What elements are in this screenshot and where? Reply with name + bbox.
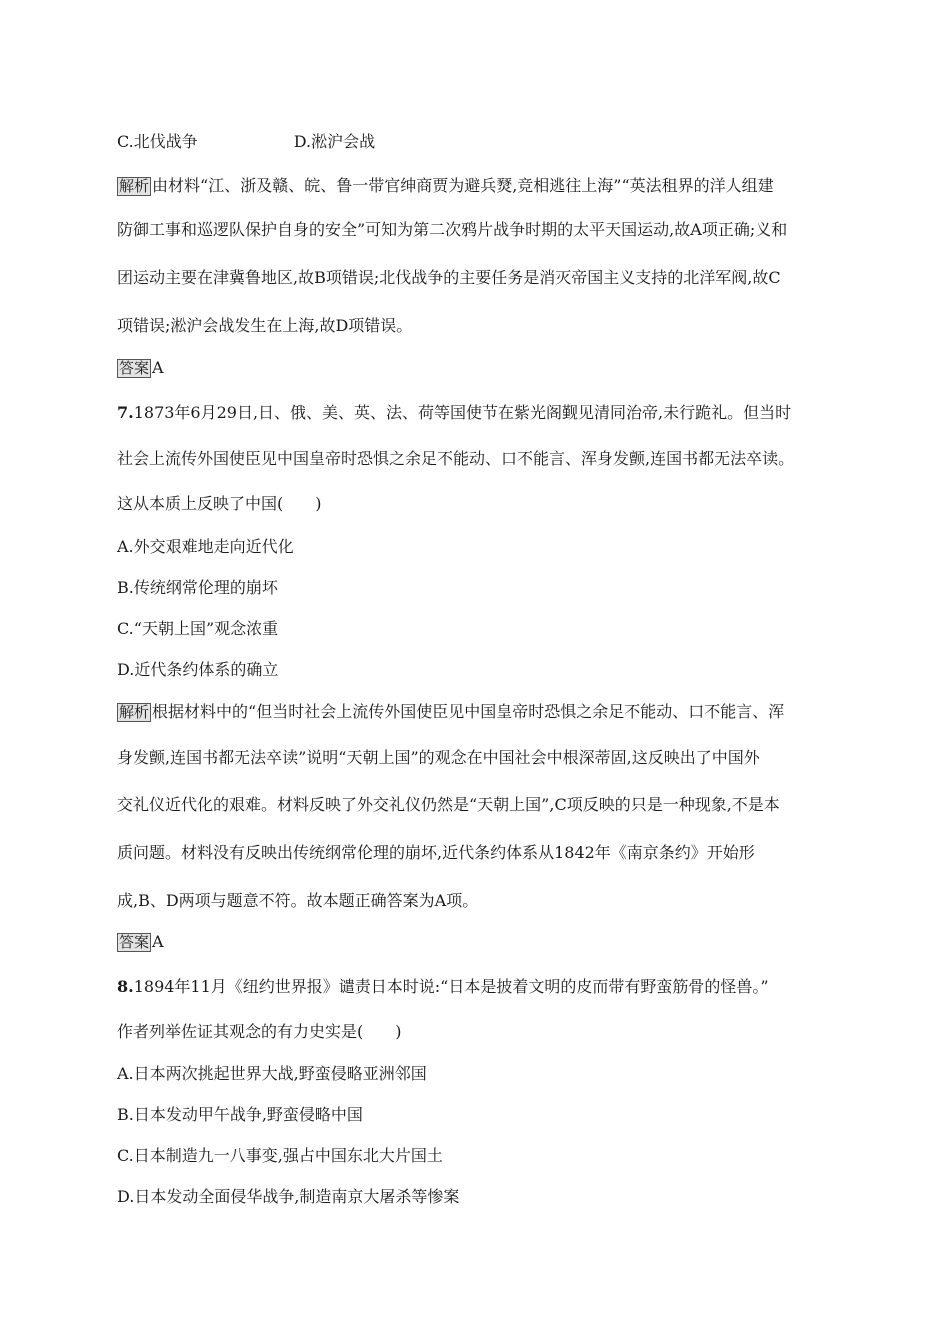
answer-tag: 答案 — [119, 359, 150, 377]
q8-stem-line-2: 作者列举佐证其观念的有力史实是( ) — [117, 1022, 402, 1041]
q7-option-d: D.近代条约体系的确立 — [117, 660, 279, 679]
q6-options-cd — [117, 132, 375, 152]
q6-analysis-line-2: 防御工事和巡逻队保护自身的安全”可知为第二次鸦片战争时期的太平天国运动,故A项正确;义和 — [117, 220, 788, 239]
q8-stem-line-1: 8.1894年11月《纽约世界报》谴责日本时说:“日本是披着文明的皮而带有野蛮筋骨的怪兽。” — [117, 977, 769, 996]
q7-analysis-line-4: 质问题。材料没有反映出传统纲常伦理的崩坏,近代条约体系从1842年《南京条约》开始形 — [117, 843, 755, 862]
q7-analysis-line-1: 解析 根据材料中的“但当时社会上流传外国使臣见中国皇帝时恐惧之余足不能动、口不能言、浑 — [119, 702, 785, 721]
q6-analysis-line-1: 解析 由材料“江、浙及赣、皖、鲁一带官绅商贾为避兵燹,竞相逃往上海”“英法租界的洋人组建 — [119, 176, 774, 195]
q8-option-c: C.日本制造九一八事变,强占中国东北大片国土 — [117, 1146, 443, 1165]
q7-stem-line-2: 社会上流传外国使臣见中国皇帝时恐惧之余足不能动、口不能言、浑身发颤,连国书都无法卒读。 — [117, 449, 795, 468]
analysis-tag: 解析 — [119, 177, 150, 195]
q8-option-d: D.日本发动全面侵华战争,制造南京大屠杀等惨案 — [117, 1187, 460, 1206]
q6-answer-value: A — [152, 358, 164, 377]
q7-number: 7. — [117, 403, 134, 422]
q7-option-c: C.“天朝上国”观念浓重 — [117, 619, 279, 638]
q6-analysis-line-3: 团运动主要在津冀鲁地区,故B项错误;北伐战争的主要任务是消灭帝国主义支持的北洋军阀,故C — [117, 268, 781, 287]
q6-option-d: D.淞沪会战 — [293, 132, 376, 151]
q6-option-c: C.北伐战争 — [117, 132, 198, 151]
q8-option-b: B.日本发动甲午战争,野蛮侵略中国 — [117, 1105, 363, 1124]
q8-option-a: A.日本两次挑起世界大战,野蛮侵略亚洲邻国 — [117, 1064, 427, 1083]
q8-number: 8. — [117, 977, 134, 996]
q6-analysis-line-4: 项错误;淞沪会战发生在上海,故D项错误。 — [117, 316, 413, 335]
q7-option-a: A.外交艰难地走向近代化 — [117, 537, 294, 556]
q6-answer — [117, 358, 164, 378]
q7-analysis-line-5: 成,B、D两项与题意不符。故本题正确答案为A项。 — [117, 891, 479, 910]
analysis-tag: 解析 — [119, 703, 150, 721]
q7-analysis-line-2: 身发颤,连国书都无法卒读”说明“天朝上国”的观念在中国社会中根深蒂固,这反映出了中国外 — [117, 748, 760, 767]
q7-stem-line-1: 7.1873年6月29日,日、俄、美、英、法、荷等国使节在紫光阁觐见清同治帝,未行跪礼。但当时 — [117, 403, 792, 422]
q7-analysis-line-3: 交礼仪近代化的艰难。材料反映了外交礼仪仍然是“天朝上国”,C项反映的只是一种现象,不是本 — [117, 795, 780, 814]
q7-option-b: B.传统纲常伦理的崩坏 — [117, 578, 278, 597]
q7-stem-line-3: 这从本质上反映了中国( ) — [117, 494, 322, 513]
q7-answer-value: A — [152, 932, 164, 951]
answer-tag: 答案 — [119, 933, 150, 951]
q7-answer — [117, 932, 164, 952]
